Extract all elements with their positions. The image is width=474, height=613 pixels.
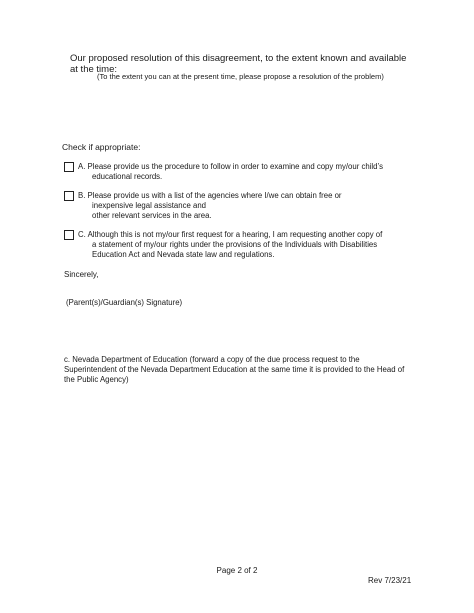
item-b-letter: B. xyxy=(78,191,86,200)
item-a-line1: Please provide us the procedure to follow in order to examine and copy my/our child’s xyxy=(87,162,383,171)
item-c-letter: C. xyxy=(78,230,86,239)
resolution-heading: Our proposed resolution of this disagreement, to the extent known and available at the time: xyxy=(70,53,407,75)
item-c-line2: a statement of my/our rights under the provisions of the Individuals with Disabilities xyxy=(92,240,378,249)
item-c-line1: Although this is not my/our first request for a hearing, I am requesting another copy of xyxy=(87,230,383,239)
page-number: Page 2 of 2 xyxy=(216,566,258,575)
item-a-letter: A. xyxy=(78,162,86,171)
revision-date: Rev 7/23/21 xyxy=(368,576,412,585)
item-b-line1: Please provide us with a list of the agencies where I/we can obtain free or xyxy=(87,191,342,200)
signature-label: (Parent(s)/Guardian(s) Signature) xyxy=(66,298,183,307)
copy-distribution-note: c. Nevada Department of Education (forward a copy of the due process request to the Superintendent of the Nevada Department Education at the same time it is provided to the Head of the Public Agency) xyxy=(64,355,405,384)
checkbox-c[interactable] xyxy=(64,230,74,240)
sincerely-closing: Sincerely, xyxy=(64,270,99,279)
check-if-appropriate-label: Check if appropriate: xyxy=(62,142,141,152)
item-c-line3: Education Act and Nevada state law and regulations. xyxy=(92,250,275,259)
checkbox-b[interactable] xyxy=(64,191,74,201)
resolution-hint: (To the extent you can at the present time, please propose a resolution of the problem) xyxy=(97,72,384,81)
item-a-line2: educational records. xyxy=(92,172,163,181)
item-b-line2: inexpensive legal assistance and xyxy=(92,201,206,210)
item-b-line3: other relevant services in the area. xyxy=(92,211,212,220)
checkbox-a[interactable] xyxy=(64,162,74,172)
